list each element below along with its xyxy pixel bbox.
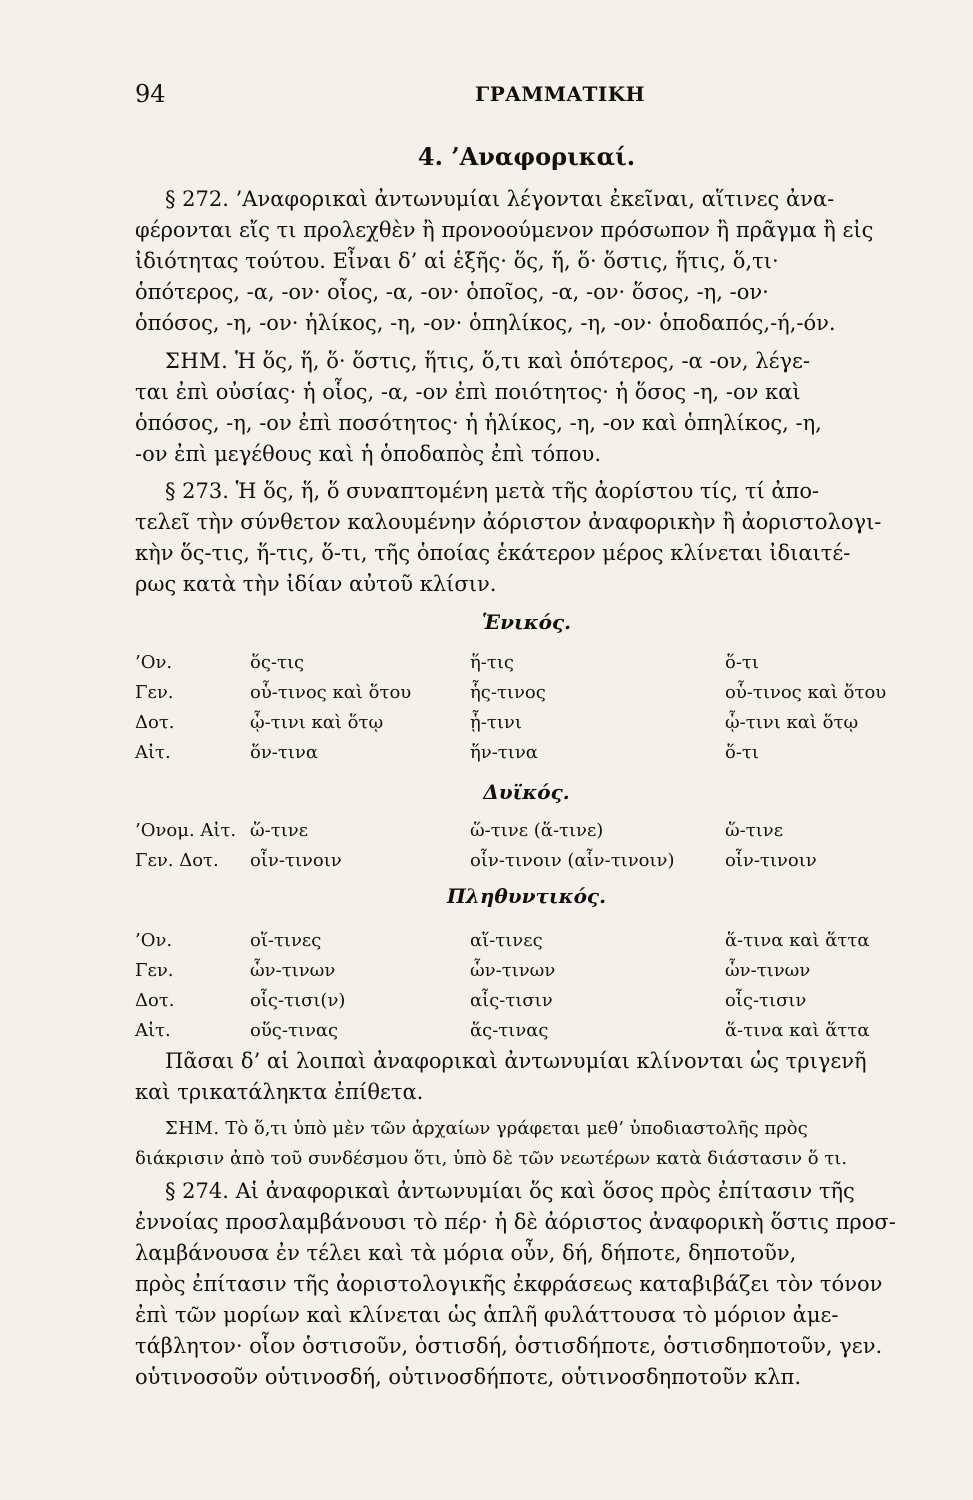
singular-table (135, 652, 925, 772)
text-line: § 273. Ἡ ὅς, ἥ, ὅ συναπτομένη μετὰ τῆς ἀορίστου τίς, τί ἀπο- (165, 479, 820, 503)
table-row: ’Ον. οἵ-τινες αἵ-τινες ἅ-τινα καὶ ἅττα (135, 930, 870, 951)
dual-heading: Δυϊκός. (483, 780, 570, 804)
text-line: λαμβάνουσα ἐν τέλει καὶ τὰ μόρια οὖν, δή, δήποτε, δηποτοῦν, (135, 1241, 797, 1265)
text-line: φέρονται εἴς τι προλεχθὲν ἢ προνοούμενον πρόσωπον ἢ πρᾶγμα ἢ εἰς (135, 218, 874, 242)
paragraph-274 (135, 1176, 925, 1393)
table-row: ’Ον. ὅς-τις ἥ-τις ὅ-τι (135, 652, 759, 673)
section-number: § 273. (165, 479, 229, 503)
text-line: ὁπόσος, -η, -ον ἐπὶ ποσότητος· ἡ ἡλίκος, -η, -ον καὶ ὁπηλίκος, -η, (135, 411, 822, 435)
running-title: ΓΡΑΜΜΑΤΙΚΗ (475, 82, 646, 106)
note-label: ΣΗΜ. (165, 349, 229, 373)
text-line: ὁπότερος, -α, -ον· οἷος, -α, -ον· ὁποῖος, -α, -ον· ὅσος, -η, -ον· (135, 280, 769, 304)
plural-table (135, 930, 925, 1050)
plural-heading: Πληθυντικός. (446, 884, 607, 908)
singular-heading: Ἑνικός. (481, 610, 572, 634)
table-row: Αἰτ. ὅν-τινα ἥν-τινα ὅ-τι (135, 742, 759, 763)
closing-paragraph (135, 1046, 925, 1108)
text-line: κὴν ὅς-τις, ἥ-τις, ὅ-τι, τῆς ὁποίας ἑκάτερον μέρος κλίνεται ἰδιαιτέ- (135, 541, 851, 565)
text-line: ἐπὶ τῶν μορίων καὶ κλίνεται ὡς ἁπλῆ φυλάττουσα τὸ μόριον ἀμε- (135, 1303, 839, 1327)
text-line: ρως κατὰ τὴν ἰδίαν αὐτοῦ κλίσιν. (135, 572, 497, 596)
table-row: Δοτ. ᾧ-τινι καὶ ὅτῳ ᾗ-τινι ᾧ-τινι καὶ ὅτῳ (135, 712, 859, 733)
section-number: § 272. (165, 187, 229, 211)
section-title: 4. ’Αναφορικαί. (417, 142, 636, 171)
text-line: ὁπόσος, -η, -ον· ἡλίκος, -η, -ον· ὁπηλίκος, -η, -ον· ὁποδαπός,-ή,-όν. (135, 311, 836, 335)
dual-table (135, 820, 925, 880)
text-line: καὶ τρικατάληκτα ἐπίθετα. (135, 1080, 424, 1104)
table-row: Γεν. Δοτ. οἷν-τινοιν οἷν-τινοιν (αἷν-τινοιν) οἷν-τινοιν (135, 850, 817, 871)
text-line: § 274. Αἱ ἀναφορικαὶ ἀντωνυμίαι ὅς καὶ ὅσος πρὸς ἐπίτασιν τῆς (165, 1179, 855, 1203)
text-line: ἰδιότητας τούτου. Εἶναι δ’ αἱ ἑξῆς· ὅς, ἥ, ὅ· ὅστις, ἥτις, ὅ,τι· (135, 249, 779, 273)
text-line: Πᾶσαι δ’ αἱ λοιπαὶ ἀναφορικαὶ ἀντωνυμίαι κλίνονται ὡς τριγενῆ (165, 1049, 867, 1073)
text-line: οὑτινοσοῦν οὑτινοσδή, οὑτινοσδήποτε, οὑτινοσδηποτοῦν κλπ. (135, 1365, 802, 1389)
table-row: Γεν. ὧν-τινων ὧν-τινων ὧν-τινων (135, 960, 811, 981)
text-line: § 272. ’Αναφορικαὶ ἀντωνυμίαι λέγονται ἐκεῖναι, αἵτινες ἀνα- (165, 187, 835, 211)
table-row: Δοτ. οἷς-τισι(ν) αἷς-τισιν οἷς-τισιν (135, 990, 807, 1011)
table-row: ’Ονομ. Αἰτ. ὥ-τινε ὥ-τινε (ἅ-τινε) ὥ-τινε (135, 820, 784, 841)
note-label: ΣΗΜ. (165, 1118, 220, 1139)
text-line: -ον ἐπὶ μεγέθους καὶ ἡ ὁποδαπὸς ἐπὶ τόπου. (135, 442, 601, 466)
table-row: Αἰτ. οὕς-τινας ἅς-τινας ἅ-τινα καὶ ἅττα (135, 1020, 870, 1041)
table-row: Γεν. οὗ-τινος καὶ ὅτου ἧς-τινος οὗ-τινος καὶ ὅτου (135, 682, 887, 703)
page-number: 94 (135, 80, 166, 108)
paragraph-273 (135, 476, 925, 600)
note-1 (135, 346, 925, 470)
text-line: ΣΗΜ. Ἡ ὅς, ἥ, ὅ· ὅστις, ἥτις, ὅ,τι καὶ ὁπότερος, -α -ον, λέγε- (165, 349, 810, 373)
paragraph-272 (135, 184, 925, 339)
text-line: πρὸς ἐπίτασιν τῆς ἀοριστολογικῆς ἐκφράσεως καταβιβάζει τὸν τόνον (135, 1272, 883, 1296)
text-line: ΣΗΜ. Τὸ ὅ,τι ὑπὸ μὲν τῶν ἀρχαίων γράφεται μεθ’ ὑποδιαστολῆς πρὸς (165, 1118, 808, 1139)
text-line: ἐννοίας προσλαμβάνουσι τὸ πέρ· ἡ δὲ ἀόριστος ἀναφορικὴ ὅστις προσ- (135, 1210, 896, 1234)
text-line: τελεῖ τὴν σύνθετον καλουμένην ἀόριστον ἀναφορικὴν ἢ ἀοριστολογι- (135, 510, 882, 534)
section-number: § 274. (165, 1179, 229, 1203)
text-line: τάβλητον· οἷον ὁστισοῦν, ὁστισδή, ὁστισδήποτε, ὁστισδηποτοῦν, γεν. (135, 1334, 883, 1358)
text-line: ται ἐπὶ οὐσίας· ἡ οἷος, -α, -ον ἐπὶ ποιότητος· ἡ ὅσος -η, -ον καὶ (135, 380, 801, 404)
page-header (135, 80, 925, 110)
text-line: διάκρισιν ἀπὸ τοῦ συνδέσμου ὅτι, ὑπὸ δὲ τῶν νεωτέρων κατὰ διάστασιν ὅ τι. (135, 1148, 848, 1169)
note-2 (135, 1114, 925, 1174)
